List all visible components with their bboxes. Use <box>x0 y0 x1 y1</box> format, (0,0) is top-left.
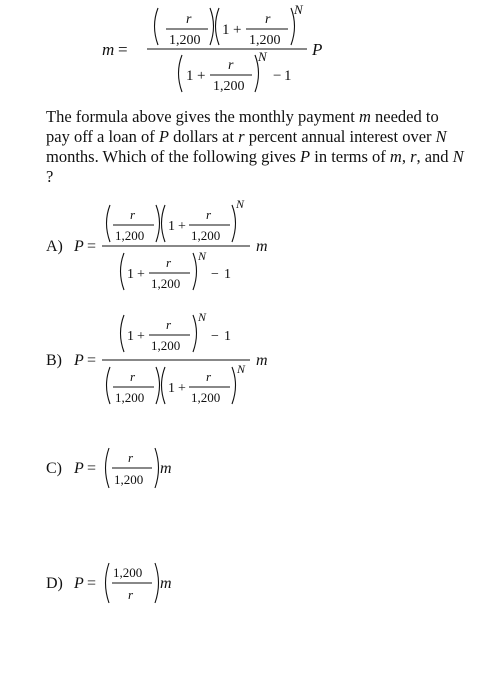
choice-c[interactable] <box>0 440 478 500</box>
rate-r: r <box>265 12 271 27</box>
choice-letter: A) <box>46 238 63 255</box>
const-1200: 1,200 <box>115 390 145 405</box>
left-paren <box>107 205 111 242</box>
const-1200: 1,200 <box>151 338 181 353</box>
rate-r: r <box>206 369 212 384</box>
left-paren <box>179 55 183 92</box>
const-1200: 1,200 <box>115 228 145 243</box>
left-paren <box>216 8 220 45</box>
rate-r: r <box>186 12 192 27</box>
right-paren <box>156 367 160 404</box>
lhs-P: P <box>74 352 84 369</box>
one: 1 <box>168 219 175 234</box>
one: 1 <box>186 68 194 84</box>
rate-r: r <box>166 317 172 332</box>
one: 1 <box>284 68 292 84</box>
equals-sign: = <box>87 352 97 369</box>
plus-sign: + <box>233 22 242 38</box>
lhs-m: m <box>102 40 115 59</box>
lhs-P: P <box>74 575 84 592</box>
equals-sign: = <box>87 460 97 477</box>
one: 1 <box>222 22 230 38</box>
left-paren <box>121 253 125 290</box>
rate-r: r <box>128 587 134 602</box>
right-paren <box>210 8 214 45</box>
const-1200: 1,200 <box>113 565 143 580</box>
plus-sign: + <box>178 381 186 396</box>
rate-r: r <box>130 207 136 222</box>
const-1200: 1,200 <box>191 390 221 405</box>
plus-sign: + <box>137 267 145 282</box>
one: 1 <box>168 381 175 396</box>
exponent-N: N <box>198 310 207 324</box>
rate-r: r <box>228 58 234 73</box>
left-paren <box>107 367 111 404</box>
multiplier-m: m <box>256 238 268 255</box>
exponent-N: N <box>258 49 267 64</box>
left-paren <box>162 367 166 404</box>
right-paren <box>232 205 236 242</box>
choice-letter: C) <box>46 460 62 477</box>
rate-r: r <box>206 207 212 222</box>
payment-formula <box>0 0 478 105</box>
const-1200: 1,200 <box>191 228 221 243</box>
rate-r: r <box>166 255 172 270</box>
const-1200: 1,200 <box>114 472 144 487</box>
right-paren <box>193 253 197 290</box>
question-text: The formula above gives the monthly payment m needed to pay off a loan of P dollars at r percent annual interest over N months. Which of the following gives P in terms of m, r, and N ? <box>46 107 464 186</box>
right-paren <box>232 367 236 404</box>
lhs-P: P <box>74 238 84 255</box>
plus-sign: + <box>197 68 206 84</box>
choice-b[interactable] <box>0 305 478 415</box>
left-paren <box>155 8 159 45</box>
minus-sign: − <box>211 267 219 282</box>
choice-a[interactable] <box>0 190 478 300</box>
const-1200: 1,200 <box>249 33 281 48</box>
right-paren <box>155 563 159 603</box>
const-1200: 1,200 <box>213 79 245 94</box>
one: 1 <box>224 267 231 282</box>
const-1200: 1,200 <box>151 276 181 291</box>
plus-sign: + <box>178 219 186 234</box>
left-paren <box>106 448 110 488</box>
multiplier-m: m <box>160 460 172 477</box>
plus-sign: + <box>137 329 145 344</box>
multiplier-m: m <box>160 575 172 592</box>
one: 1 <box>224 329 231 344</box>
exponent-N: N <box>294 2 303 17</box>
right-paren <box>155 448 159 488</box>
rate-r: r <box>128 450 134 465</box>
exponent-N: N <box>198 249 207 263</box>
choice-letter: D) <box>46 575 63 592</box>
exponent-N: N <box>237 362 246 376</box>
equals-sign: = <box>87 575 97 592</box>
left-paren <box>106 563 110 603</box>
minus-sign: − <box>273 68 282 84</box>
const-1200: 1,200 <box>169 33 201 48</box>
one: 1 <box>127 267 134 282</box>
equals-sign: = <box>118 40 128 59</box>
one: 1 <box>127 329 134 344</box>
rate-r: r <box>130 369 136 384</box>
right-paren <box>156 205 160 242</box>
choice-letter: B) <box>46 352 62 369</box>
lhs-P: P <box>74 460 84 477</box>
equals-sign: = <box>87 238 97 255</box>
left-paren <box>121 315 125 352</box>
multiplier-m: m <box>256 352 268 369</box>
left-paren <box>162 205 166 242</box>
choice-d[interactable] <box>0 555 478 615</box>
principal-P: P <box>312 40 323 59</box>
right-paren <box>193 315 197 352</box>
exponent-N: N <box>236 197 245 211</box>
minus-sign: − <box>211 329 219 344</box>
